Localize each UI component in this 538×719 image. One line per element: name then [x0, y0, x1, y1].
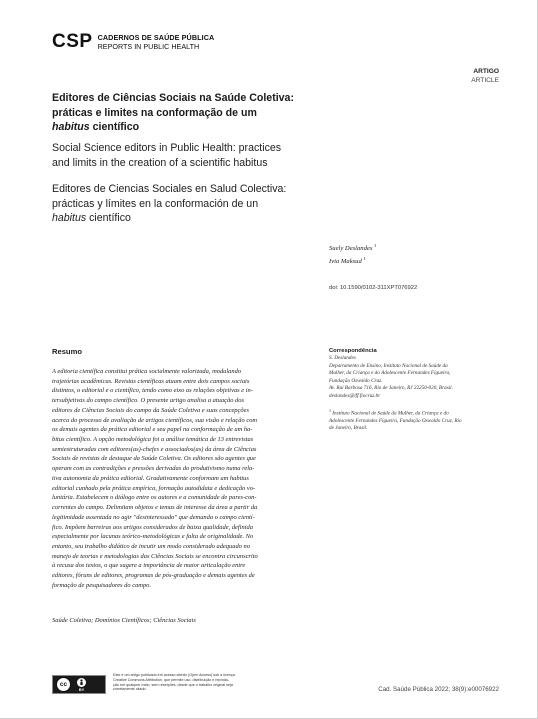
abstract-line: legitimidade assentada no agir "desinteressado" que demanda o campo cientí- — [52, 513, 255, 521]
journal-name-pt: CADERNOS DE SAÚDE PÚBLICA — [97, 33, 215, 42]
abstract-line: editores de Ciências Sociais do campo da Saúde Coletiva e suas concepções — [52, 406, 249, 414]
logo-text — [98, 33, 215, 51]
abstract-heading: Resumo — [52, 347, 82, 356]
affiliation-line: Adolescente Fernandes Figueira, Fundação Oswaldo Cruz, Rio — [329, 417, 462, 424]
author-name: Suely Deslandes — [329, 245, 373, 253]
abstract-line: entanto, seu trabalho didático de incutir um modo considerado adequado no — [52, 542, 250, 550]
keywords: Saúde Coletiva; Domínios Científicos; Ciências Sociais — [52, 617, 196, 624]
affiliation-mark: 1 — [329, 407, 331, 413]
title-es-italic: habitus — [52, 212, 87, 224]
correspondence-line: Fundação Oswaldo Cruz. — [329, 377, 383, 384]
abstract-line: especialmente por lacunas teórico-metodológicas e falta de originalidade. No — [52, 533, 254, 541]
cc-by-label: BY — [78, 686, 85, 692]
creative-commons-badge[interactable] — [52, 675, 106, 694]
title-pt-tail: científico — [89, 121, 140, 133]
abstract-line: formação de pesquisadores do campo. — [52, 581, 151, 589]
title-pt-line — [52, 120, 352, 135]
author — [329, 241, 376, 254]
license-line: Este é um artigo publicado em acesso aberto (Open Access) sob a licença — [113, 673, 235, 677]
title-pt-line: Editores de Ciências Sociais na Saúde Coletiva: — [52, 92, 294, 104]
correspondence-line: S. Deslandes — [329, 355, 356, 361]
title-en-line: Social Science editors in Public Health: practices — [52, 142, 282, 154]
abstract-line: luntária. Estabelecem o diálogo entre os autores e a comunidade de pares-con- — [52, 494, 257, 502]
license-line: Creative Commons Attribution, que permite uso, distribuição e reprodu- — [113, 677, 230, 682]
journal-name-en: REPORTS IN PUBLIC HEALTH — [97, 42, 200, 51]
abstract-line: distintos, o editorial e o científico, tendo como eixo as relações objetivas e in- — [52, 387, 253, 395]
correspondence-address — [329, 355, 509, 401]
license-text — [113, 673, 273, 692]
author-list — [329, 241, 376, 267]
abstract-line: tersubjetivas do campo científico. O presente artigo analisa a atuação dos — [52, 397, 244, 405]
abstract-line: editores, fóruns de editores, programas de pós-graduação e demais agentes de — [52, 572, 255, 580]
correspondence-line: Av. Rui Barbosa 716, Rio de Janeiro, RJ 22250-020, Brasil. — [329, 385, 453, 392]
correspondence-line: Mulher, da Criança e do Adolescente Fernandes Figueira, — [329, 370, 451, 377]
person-icon — [77, 678, 86, 687]
title-portuguese — [52, 91, 352, 135]
abstract-line: bitus científico. A opção metodológica foi a análise temática de 13 entrevistas — [52, 436, 254, 444]
abstract-line: acerca do processo de avaliação de artigos científicos, sua visão e relação com — [52, 416, 258, 424]
abstract-line: operam com as contradições e pressões derivadas do produtivismo numa rela- — [52, 465, 255, 473]
title-spanish — [52, 182, 352, 226]
abstract-line: Sociais de revistas de destaque da Saúde Coletiva. Os editores são agentes que — [52, 455, 256, 463]
author — [329, 254, 376, 267]
author-affiliation-mark: 1 — [363, 256, 366, 262]
abstract-line: à recusa dos textos, o que sugere a importância de maior articulação entre — [52, 562, 246, 570]
title-pt-line: práticas e limites na conformação de um — [52, 106, 257, 119]
affiliation — [329, 407, 509, 434]
abstract-line: tiva autonomia da prática editorial. Gradativamente conformam um habitus — [52, 474, 249, 482]
affiliation-line — [329, 407, 509, 418]
title-pt-italic: habitus — [52, 121, 90, 133]
abstract-line: fico. Impõem barreiras aos artigos considerados de baixa qualidade, definida — [52, 523, 253, 531]
title-es-tail: científico — [86, 212, 131, 224]
abstract-line: manejo de teorias e metodologias das Ciências Sociais se encontra circunscrito — [52, 552, 258, 560]
license-line: corretamente citado. — [113, 687, 147, 692]
article-type — [471, 67, 499, 85]
abstract-line: A editoria científica constitui prática socialmente valorizada, modulando — [52, 368, 242, 375]
title-es-line: prácticas y límites en la conformación de un — [52, 197, 259, 210]
title-english — [52, 141, 352, 170]
abstract-text — [52, 367, 316, 591]
affiliation-text: Instituto Nacional de Saúde da Mulher, da Criança e do — [331, 410, 449, 417]
cc-by-block — [77, 678, 86, 692]
title-en-line: and limits in the creation of a scientific habitus — [52, 156, 268, 169]
author-name: Ivia Maksud — [329, 258, 362, 266]
correspondence-heading: Correspondência — [329, 348, 377, 354]
correspondence-email[interactable]: deslandes@iff.fiocruz.br — [329, 392, 381, 399]
abstract-line: trajetórias acadêmicas. Revistas científicas atuam entre dois campos sociais — [52, 377, 250, 385]
logo-mark: CSP — [52, 31, 93, 52]
citation: Cad. Saúde Pública 2022; 38(9):e00076922 — [378, 686, 499, 693]
journal-logo — [52, 32, 214, 52]
article-type-en: ARTICLE — [471, 77, 499, 84]
abstract-line: correntes do campo. Delimitam objetos e temas de interesse da área a partir da — [52, 504, 258, 512]
article-type-pt: ARTIGO — [473, 68, 499, 75]
cc-icon: cc — [56, 677, 71, 692]
correspondence-line: Departamento de Ensino, Instituto Nacional de Saúde da — [329, 362, 448, 369]
title-es-line — [52, 211, 352, 226]
affiliation-line: de Janeiro, Brasil. — [329, 425, 368, 432]
abstract-line: editorial cunhado pela prática empírica, formação autodidata e dedicação vo- — [52, 484, 256, 492]
abstract-line: semiestruturadas com editores(as)-chefes e associados(as) da área de Ciências — [52, 445, 257, 453]
correspondence-block — [329, 347, 509, 433]
abstract-line: os demais agentes da prática editorial e seu papel na conformação de um ha- — [52, 426, 253, 434]
doi-link[interactable]: doi: 10.1590/0102-311XPT076922 — [329, 285, 418, 291]
author-affiliation-mark: 1 — [374, 243, 377, 248]
license-line: ção em qualquer meio, sem restrições, desde que o trabalho original seja — [113, 682, 233, 687]
title-es-line: Editores de Ciencias Sociales en Salud Colectiva: — [52, 183, 287, 195]
